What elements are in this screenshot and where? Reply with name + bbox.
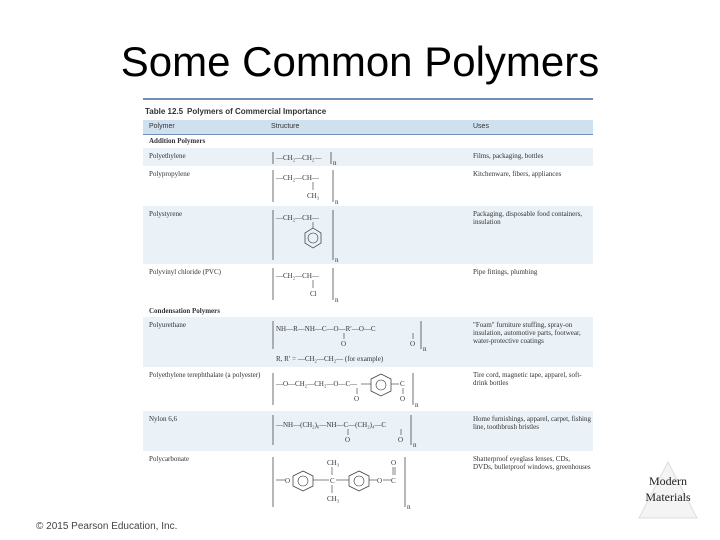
pet-structure <box>271 369 471 411</box>
polystyrene-structure <box>271 208 471 264</box>
svg-text:—CH₂—CH—: —CH₂—CH— <box>276 174 319 182</box>
table-row-polystyrene <box>143 206 593 264</box>
polymer-name: Polyurethane <box>149 321 186 329</box>
svg-text:n: n <box>335 256 339 264</box>
svg-text:n: n <box>333 159 337 166</box>
svg-text:n: n <box>407 503 411 511</box>
header-structure: Structure <box>271 123 300 130</box>
benzene-ring-icon <box>371 374 391 396</box>
polycarbonate-structure <box>271 453 471 513</box>
modern-materials-badge <box>637 460 699 520</box>
svg-text:O: O <box>391 459 397 467</box>
table-number: Table 12.5 <box>145 107 184 116</box>
polypropylene-structure <box>271 168 471 206</box>
pvc-structure <box>271 266 471 304</box>
polymer-uses: Packaging, disposable food containers, insulation <box>473 210 583 226</box>
polymer-uses: Pipe fittings, plumbing <box>473 268 538 276</box>
svg-text:—CH₂—CH—: —CH₂—CH— <box>276 214 319 222</box>
table-row-polyurethane <box>143 317 593 367</box>
table-row-polypropylene <box>143 166 593 206</box>
polymer-name: Polycarbonate <box>149 455 190 463</box>
slide-title: Some Common Polymers <box>120 38 600 85</box>
svg-text:n: n <box>335 296 339 304</box>
svg-text:O: O <box>354 395 360 403</box>
header-uses: Uses <box>473 123 489 130</box>
svg-text:O: O <box>377 477 383 485</box>
svg-text:—O—CH₂—CH₂—O—C—: —O—CH₂—CH₂—O—C— <box>276 380 358 388</box>
benzene-ring-icon <box>293 471 313 491</box>
polymer-name: Polyethylene terephthalate (a polyester) <box>149 371 261 379</box>
svg-text:C: C <box>400 380 405 388</box>
polymer-uses: Tire cord, magnetic tape, apparel, soft-drink bottles <box>473 371 582 387</box>
svg-text:n: n <box>335 198 339 206</box>
polymer-name: Polyvinyl chloride (PVC) <box>149 268 221 276</box>
polymer-name: Polyethylene <box>149 152 186 160</box>
table-row-polycarbonate <box>143 451 593 513</box>
svg-text:Cl: Cl <box>310 290 317 298</box>
svg-text:CH₃: CH₃ <box>327 495 340 503</box>
svg-text:O: O <box>398 436 404 444</box>
nylon-structure <box>271 413 471 451</box>
table-row-nylon <box>143 411 593 451</box>
svg-text:C: C <box>330 477 335 485</box>
table-header <box>143 120 593 135</box>
benzene-ring-icon <box>305 228 321 248</box>
polymer-table-figure <box>143 98 593 516</box>
svg-text:—NH—(CH₂)₆—NH—C—(CH₂)₄—C: —NH—(CH₂)₆—NH—C—(CH₂)₄—C <box>276 421 387 429</box>
svg-text:O: O <box>341 340 347 348</box>
svg-text:O: O <box>400 395 406 403</box>
benzene-ring-icon <box>349 471 369 491</box>
header-polymer: Polymer <box>149 123 175 130</box>
svg-text:CH₃: CH₃ <box>307 192 320 200</box>
polymer-name: Polypropylene <box>149 170 190 178</box>
svg-text:CH₃: CH₃ <box>327 459 340 467</box>
table-row-pet <box>143 367 593 411</box>
svg-text:—CH₂—CH—: —CH₂—CH— <box>276 272 319 280</box>
table-title: Polymers of Commercial Importance <box>187 107 327 116</box>
svg-text:O: O <box>345 436 351 444</box>
polymer-uses: Shatterproof eyeglass lenses, CDs, DVDs, bulletproof windows, greenhouses <box>473 455 591 471</box>
svg-text:R, R′ = —CH₂—CH₂— (for example: R, R′ = —CH₂—CH₂— (for example) <box>276 355 384 363</box>
svg-text:O: O <box>410 340 416 348</box>
svg-text:NH—R—NH—C—O—R′—O—C: NH—R—NH—C—O—R′—O—C <box>276 325 376 333</box>
polymer-uses: Films, packaging, bottles <box>473 152 544 160</box>
svg-text:C: C <box>391 477 396 485</box>
polymer-name: Polystyrene <box>149 210 183 218</box>
table-caption <box>143 98 593 122</box>
badge-line-2: Materials <box>645 490 691 504</box>
polymer-uses: Home furnishings, apparel, carpet, fishing line, toothbrush bristles <box>473 415 591 431</box>
table-row-pvc <box>143 264 593 304</box>
svg-text:n: n <box>413 441 417 449</box>
svg-text:n: n <box>423 345 427 353</box>
svg-text:n: n <box>415 401 419 409</box>
polymer-uses: Kitchenware, fibers, appliances <box>473 170 562 178</box>
polyethylene-structure <box>271 150 471 166</box>
polymer-uses: "Foam" furniture stuffing, spray-on insulation, automotive parts, footwear, water-protective coatings <box>473 321 581 345</box>
polyurethane-structure <box>271 319 471 367</box>
svg-text:O: O <box>285 477 291 485</box>
svg-text:—CH₂—CH₂—: —CH₂—CH₂— <box>276 154 322 162</box>
copyright-footer: © 2015 Pearson Education, Inc. <box>36 521 178 532</box>
section-condensation-polymers: Condensation Polymers <box>149 307 220 315</box>
polymer-name: Nylon 6,6 <box>149 415 177 423</box>
section-addition-polymers: Addition Polymers <box>149 137 206 145</box>
badge-line-1: Modern <box>649 474 687 488</box>
table-row-polyethylene <box>143 148 593 166</box>
